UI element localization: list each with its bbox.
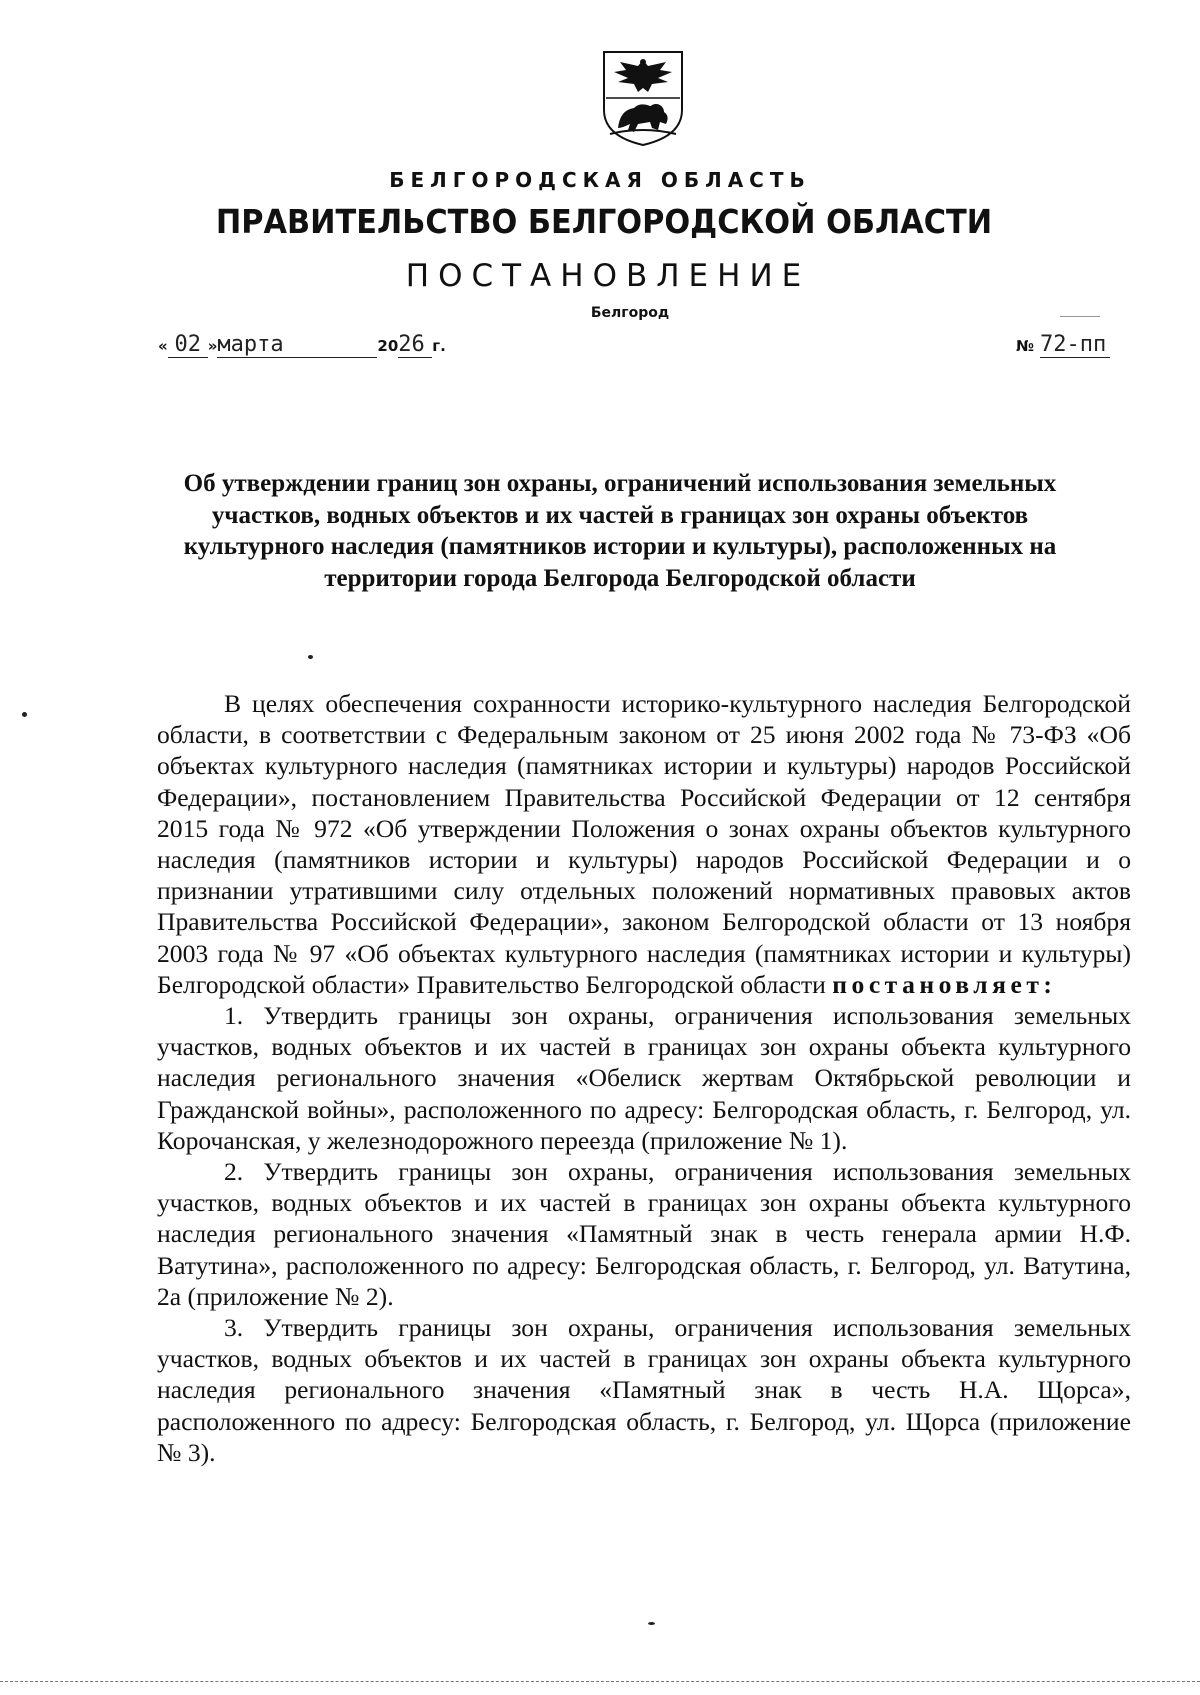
date-year-unit: г. — [432, 337, 446, 355]
page-bottom-edge — [0, 1681, 1200, 1682]
scan-mark — [1060, 316, 1100, 317]
region-name: БЕЛГОРОДСКАЯ ОБЛАСТЬ — [389, 168, 811, 192]
item-3: 3. Утвердить границы зон охраны, ограничения использования земельных участков, водных объектов и их частей в границах зон охраны объекта культурного наследия регионального значения «Памятный знак в честь Н.А. Щорса», расположенного по адресу: Белгородская область, г. Белгород, ул. Щорса (приложение № 3). — [157, 1313, 1131, 1467]
scan-speck — [648, 1622, 655, 1625]
document-number — [1016, 332, 1110, 358]
preamble — [157, 688, 1131, 1000]
date-close-quote: » — [207, 337, 218, 355]
number-label: № — [1015, 337, 1034, 355]
belgorod-coat-of-arms-icon — [600, 48, 686, 148]
date-open-quote: « — [158, 337, 168, 355]
date-day: 02 — [168, 332, 208, 358]
document-type: ПОСТАНОВЛЕНИЕ — [405, 258, 811, 294]
item-2: 2. Утвердить границы зон охраны, ограничения использования земельных участков, водных объектов и их частей в границах зон охраны объекта культурного наследия регионального значения «Памятный знак в честь генерала армии Н.Ф. Ватутина», расположенного по адресу: Белгородская область, г. Белгород, ул. Ватутина, 2а (приложение № 2). — [157, 1157, 1131, 1311]
document-date — [158, 332, 446, 358]
scan-speck — [308, 655, 313, 659]
date-year-suffix: 26 — [398, 332, 432, 358]
preamble-text: В целях обеспечения сохранности историко-культурного наследия Белгородской области, в соответствии с Федеральным законом от 25 июня 2002 года № 73-ФЗ «Об объектах культурного наследия (памятниках истории и культуры) народов Российской Федерации», постановлением Правительства Российской Федерации от 12 сентября 2015 года № 972 «Об утверждении Положения о зонах охраны объектов культурного наследия (памятников истории и культуры) народов Российской Федерации и о признании утратившими силу отдельных положений нормативных правовых актов Правительства Российской Федерации», законом Белгородской области от 13 ноября 2003 года № 97 «Об объектах культурного наследия (памятниках истории и культуры) Белгородской области» Правительство Белгородской области — [157, 689, 1131, 999]
document-title: Об утверждении границ зон охраны, ограничений использования земельных участков, водных объектов и их частей в границах зон охраны объектов культурного наследия (памятников истории и культуры), расположенных на территории города Белгорода Белгородской области — [183, 470, 1057, 592]
date-month: марта — [217, 332, 377, 358]
item-1: 1. Утвердить границы зон охраны, ограничения использования земельных участков, водных объектов и их частей в границах зон охраны объекта культурного наследия регионального значения «Обелиск жертвам Октябрьской революции и Гражданской войны», расположенного по адресу: Белгородская область, г. Белгород, ул. Корочанская, у железнодорожного переезда (приложение № 1). — [157, 1001, 1131, 1155]
resolves-word: постановляет: — [832, 969, 1057, 999]
date-year-prefix: 20 — [377, 337, 399, 355]
issue-city: Белгород — [590, 305, 670, 321]
government-name: ПРАВИТЕЛЬСТВО БЕЛГОРОДСКОЙ ОБЛАСТИ — [215, 202, 993, 241]
scan-speck — [22, 712, 27, 717]
document-body — [157, 688, 1131, 1468]
number-value: 72-пп — [1040, 332, 1110, 358]
